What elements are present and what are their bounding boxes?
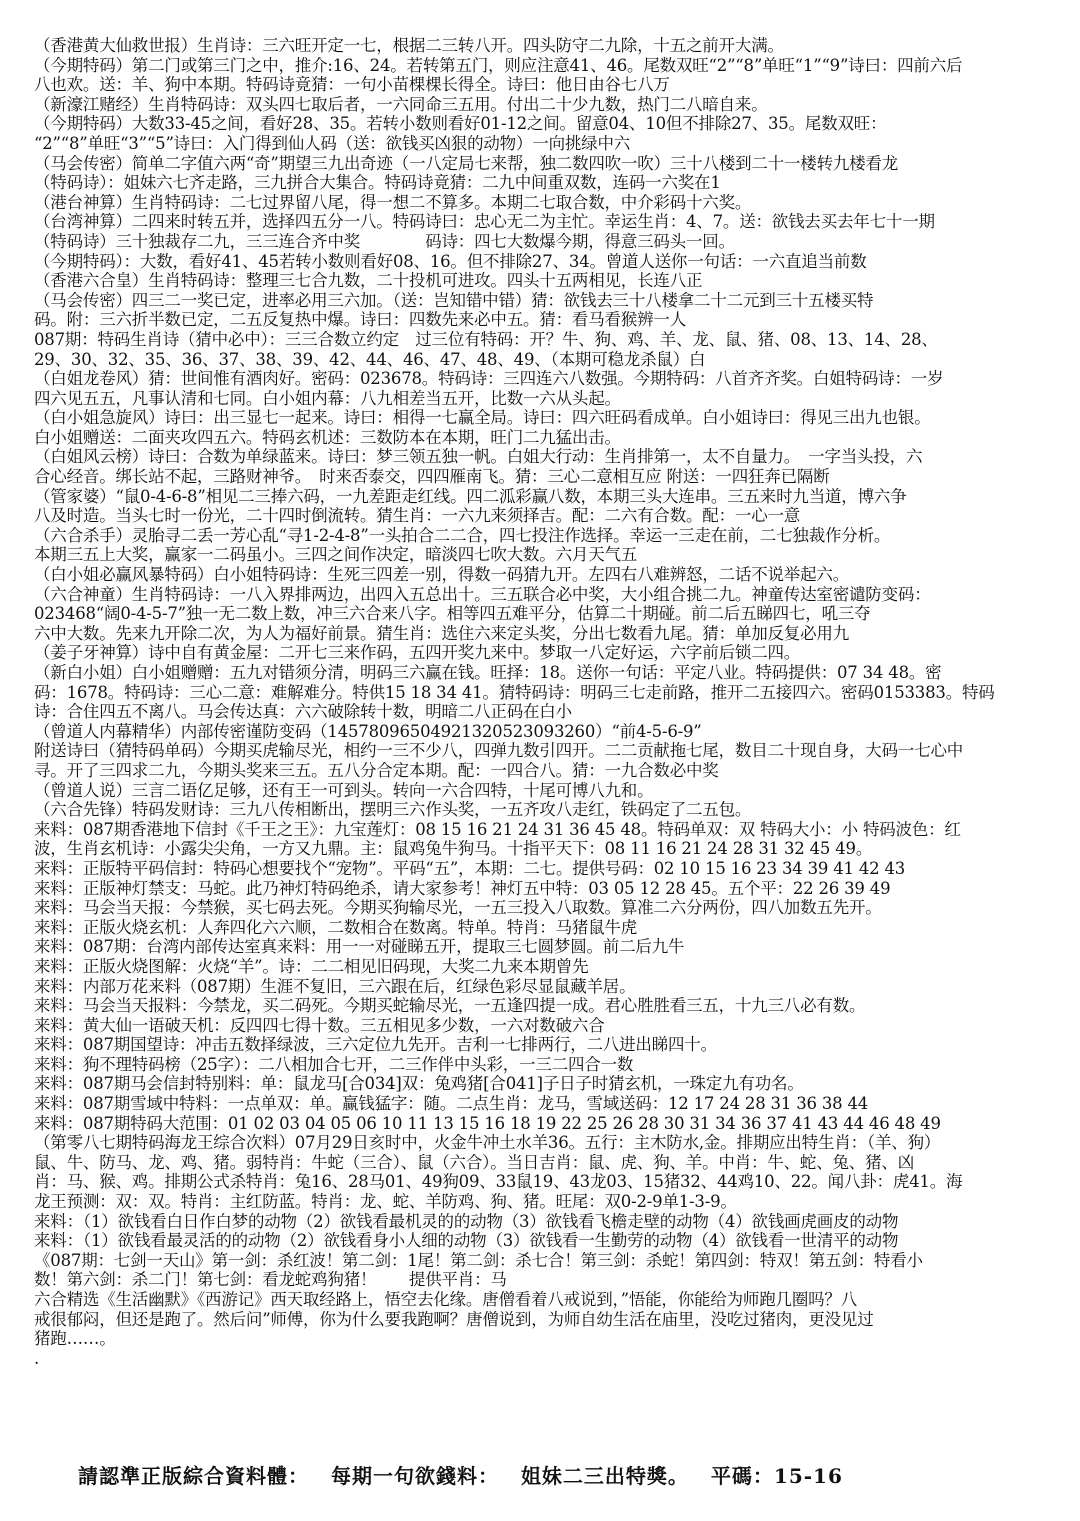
text-line: （马会传密）四三二一奖已定，进率必用三六加。（送：岂知错中错）猜：欲钱去三十八楼拿二十二元到三十五楼买特 bbox=[34, 290, 874, 310]
text-line: 来料：087期马会信封特别料：单：鼠龙马[合034]双：兔鸡猪[合041]子日子时猜玄机，一珠定九有功名。 bbox=[34, 1074, 804, 1094]
text-line: （台湾神算）二四来时转五并，选择四五分一八。特码诗曰：忠心无二为主忙。幸运生肖：4、7。送：欲钱去买去年七十一期 bbox=[34, 212, 935, 232]
text-line: （第零八七期特码海龙王综合次料）07月29日亥时中，火金牛冲土水羊36。五行：主木防水,金。排期应出特生肖：（羊、狗） bbox=[34, 1133, 941, 1153]
text-line: （香港黄大仙救世报）生肖诗：三六旺开定一七，根据二三转八开。四头防守二九除，十五之前开大满。 bbox=[34, 36, 784, 55]
footer-part-1: 請認準正版綜合資料體： bbox=[78, 1464, 309, 1488]
text-line: 来料：（1）欲钱看最灵活的的动物（2）欲钱看身小人细的动物（3）欲钱看一生勤劳的动物（4）欲钱看一世清平的动物 bbox=[34, 1231, 899, 1251]
text-line: 八也欢。送：羊、狗中本期。特码诗竟猜：一句小苗棵棵长得全。诗曰：他日由谷七八万 bbox=[34, 75, 670, 95]
text-line: 鼠、牛、防马、龙、鸡、猪。弱特肖：牛蛇（三合）、鼠（六合）。当日吉肖：鼠、虎、狗、羊。中肖：牛、蛇、兔、猪、凶 bbox=[34, 1152, 915, 1172]
text-line: 来料：087期特码大范围：01 02 03 04 05 06 10 11 13 15 16 18 19 22 25 26 28 30 31 34 36 37 41 43 44 46 48 49 bbox=[34, 1113, 941, 1133]
text-line: （香港六合皇）生肖特码诗：整理三七合九数，二十投机可进攻。四头十五两相见，长连八正 bbox=[34, 271, 703, 291]
text-line: 八及时造。当头七时一份光，二十四时倒流转。猜生肖：一六九来须择吉。配：二六有合数。配：一心一意 bbox=[34, 506, 801, 526]
text-line: 白小姐赠送：二面夹攻四五六。特码玄机述：三数防本在本期，旺门二九猛出击。 bbox=[34, 427, 621, 447]
text-line: （今期特码）第二门或第三门之中，推介:16、24。若转第五门，则应注意41、46。尾数双旺“2”“8”单旺“1”“9”诗曰：四前六后 bbox=[34, 55, 963, 75]
text-line: 诗：合住四五不离八。马会传达真：六六破除转十数，明暗二八正码在白小 bbox=[34, 702, 572, 722]
text-line: （白小姐必赢风暴特码）白小姐特码诗：生死三四差一别，得数一码猜九开。左四右八难辨怒，二话不说举起六。 bbox=[34, 565, 850, 585]
text-line: 来料：（1）欲钱看白日作白梦的动物（2）欲钱看最机灵的的动物（3）欲钱看飞檐走壁的动物（4）欲钱画虎画皮的动物 bbox=[34, 1211, 899, 1231]
text-line: 来料：087期：台湾内部传达室真来料：用一一对碰睇五开，提取三七圆梦圆。前二后九牛 bbox=[34, 937, 685, 957]
text-line: （白姐风云榜）诗曰：合数为单绿蓝来。诗曰：梦三领五独一帆。白姐大行动：生肖排第一，太不自量力。 一字当头投，六 bbox=[34, 447, 923, 467]
text-line: （姜子牙神算）诗中自有黄金屋：二开七三来作码，五四开奖九来中。梦取一八定好运，六字前后锁二四。 bbox=[34, 643, 801, 663]
footer-part-3: 姐妹二三出特獎。 bbox=[520, 1464, 689, 1488]
text-line: （六合先锋）特码发财诗：三九八传相断出，摆明三六作头奖，一五齐攻八走红，铁码定了二五包。 bbox=[34, 800, 752, 820]
text-line: 数！第六剑：杀二门！第七剑：看龙蛇鸡狗猪！ 提供平肖：马 bbox=[34, 1270, 507, 1290]
text-line: 龙王预测：双：双。特肖：主红防蓝。特肖：龙、蛇、羊防鸡、狗、猪。旺尾：双0-2-9单1-3-9。 bbox=[34, 1192, 737, 1212]
text-line: 本期三五上大奖，赢家一二码虽小。三四之间作决定，暗淡四七吹大数。六月天气五 bbox=[34, 545, 638, 565]
text-line: （六合杀手）灵胎寻二丢一芳心乱“寻1-2-4-8”一头拍合二二合，四七投注作选择。幸运一三走在前，二七独裁作分析。 bbox=[34, 525, 891, 545]
text-line: 来料：正版火烧图解：火烧“羊”。诗：二二相见旧码现，大奖二九来本期曾先 bbox=[34, 956, 589, 976]
text-line: 附送诗曰（猜特码单码）今期买虎输尽光，相约一三不少八，四弹九数引四开。二二贡献拖七尾，数目二十现自身，大码一七心中 bbox=[34, 741, 964, 761]
text-line: 波，生肖玄机诗：小露尖尖角，一方又九鼎。主：鼠鸡兔牛狗马。十指平天下：08 11 16 21 24 28 31 32 45 49。 bbox=[34, 839, 873, 859]
text-line: 码：1678。特码诗：三心二意：难解难分。特供15 18 34 41。猜特码诗：明码三七走前路，推开二五接四六。密码0153383。特码 bbox=[34, 682, 995, 702]
text-line: 来料：087期香港地下信封《千王之王》：九宝莲灯：08 15 16 21 24 31 36 45 48。特码单双：双 特码大小：小 特码波色：红 bbox=[34, 819, 961, 839]
text-line: 《087期：七剑一天山》第一剑：杀红波！第二剑：1尾！第二剑：杀七合！第三剑：杀蛇！第四剑：特双！第五剑：特看小 bbox=[34, 1250, 923, 1270]
text-line: （新濠江赌经）生肖特码诗：双头四七取后者，一六同命三五用。付出二十少九数，热门二八暗自来。 bbox=[34, 94, 768, 114]
text-line: 来料：内部万花来料（087期）生涯不复旧，三六跟在后，红绿色彩尽显鼠藏羊居。 bbox=[34, 976, 636, 996]
text-line: （马会传密）简单二字值六两“奇”期望三九出奇迹（一八定局七来帮，独二数四吹一吹）三十八楼到二十一楼转九楼看龙 bbox=[34, 153, 899, 173]
text-line: （白姐龙卷风）猜：世间惟有酒肉好。密码：023678。特码诗：三四连六八数强。今期特码：八首齐齐奖。白姐特码诗：一岁 bbox=[34, 369, 944, 389]
text-line: 码。附：三六折半数已定，二五反复热中爆。诗曰：四数先来必中五。猜：看马看猴辨一人 bbox=[34, 310, 687, 330]
text-line: 来料：正版特平码信封：特码心想要找个“宠物”。平码“五”，本期：二七。提供号码：02 10 15 16 23 34 39 41 42 43 bbox=[34, 858, 906, 878]
text-line: 29、30、32、35、36、37、38、39、42、44、46、47、48、49、（本期可稳龙杀鼠）白 bbox=[34, 349, 706, 369]
text-line: （今期特码）大数33-45之间，看好28、35。若转小数则看好01-12之间。留意04、10但不排除27、35。尾数双旺： bbox=[34, 114, 887, 134]
text-line: 来料：正版神灯禁支：马蛇。此乃神灯特码绝杀，请大家参考！神灯五中特：03 05 12 28 45。五个平：22 26 39 49 bbox=[34, 878, 891, 898]
text-line: 肖：马、猴、鸡。排期公式杀特肖：兔16、28马01、49狗09、33鼠19、43龙03、15猪32、44鸡10、22。闻八卦：虎41。海 bbox=[34, 1172, 963, 1192]
text-line: 寻。开了三四求二九，今期头奖来三五。五八分合定本期。配：一四合八。猜：一九合数必中奖 bbox=[34, 760, 719, 780]
text-line: 087期：特码生肖诗（猜中必中）：三三合数立约定 过三位有特码：开？牛、狗、鸡、羊、龙、鼠、猪、08、13、14、28、 bbox=[34, 329, 938, 349]
footer-part-2: 每期一句欲錢料： bbox=[330, 1464, 499, 1488]
text-line: 六中大数。先来九开除二次，为人为福好前景。猜生肖：选住六来定头奖，分出七数看九尾。猜：单加反复必用九 bbox=[34, 623, 850, 643]
text-line: （白小姐急旋风）诗曰：出三显七一起来。诗曰：相得一七赢全局。诗曰：四六旺码看成单。白小姐诗曰：得见三出九也银。 bbox=[34, 408, 931, 428]
text-line: （特码诗）三十独裁存二九，三三连合齐中奖 码诗：四七大数爆今期，得意三码头一回。 bbox=[34, 231, 735, 251]
text-line: 四六见五五，凡事认清和七同。白小姐内幕：八九相差当五开，比数一六从头起。 bbox=[34, 388, 621, 408]
footer-banner bbox=[78, 1460, 1018, 1489]
text-line: （港台神算）生肖特码诗：二七过界留八尾，得一想二不算多。本期二七取合数，中介彩码十六奖。 bbox=[34, 192, 752, 212]
text-line: 来料：087期雪域中特料：一点单双：单。赢钱猛字：随。二点生肖：龙马，雪域送码：12 17 24 28 31 36 38 44 bbox=[34, 1094, 869, 1114]
text-line: （六合神童）生肖特码诗：一八入界排两边，出四入五总出十。三五联合必中奖，大小组合挑二九。神童传达室密谴防变码： bbox=[34, 584, 931, 604]
text-line: 来料：狗不理特码榜（25字）：二八相加合七开，二三作伴中头彩，一三二四合一数 bbox=[34, 1054, 634, 1074]
text-line: 戒很郁闷，但还是跑了。然后问”师傅，你为什么要我跑啊？唐僧说到，为师自幼生活在庙里，没吃过猪肉，更没见过 bbox=[34, 1309, 874, 1329]
text-line: 猪跑……。 bbox=[34, 1329, 116, 1349]
text-line: 来料：正版火烧玄机：人奔四化六六顺，二数相合在数离。特单。特肖：马猪鼠牛虎 bbox=[34, 917, 638, 937]
text-line: “2”“8”单旺“3”“5”诗曰：入门得到仙人码（送：欲钱买凶狠的动物）一向挑绿中六 bbox=[34, 133, 631, 153]
text-line: 023468“阔0-4-5-7”独一无二数上数，冲三六合来八字。相等四五难平分，估算二十期碰。前二后五睇四七，吼三夺 bbox=[34, 604, 871, 624]
text-line: （今期特码）：大数，看好41、45若转小数则看好08、16。但不排除27、34。曾道人送你一句话：一六直追当前数 bbox=[34, 251, 867, 271]
text-line: 合心经音。绑长站不起，三路财神爷。 时来否泰交，四四雁南飞。猜：三心二意相互应 附送：一四狂奔已隔断 bbox=[34, 467, 830, 487]
text-line: （新白小姐）白小姐赠赠：五九对错须分清，明码三六赢在钱。旺择：18。送你一句话：平定八业。特码提供：07 34 48。密 bbox=[34, 663, 942, 682]
text-line: （管家婆）“鼠0-4-6-8”相见二三捧六码，一九差距走红线。四二泒彩赢八数，本期三头大连串。三五来时九当道，博六争 bbox=[34, 486, 907, 506]
text-line: . bbox=[34, 1348, 40, 1368]
body-text bbox=[34, 36, 1054, 1368]
text-line: 来料：087期国望诗：冲击五数择绿波，三六定位九先开。吉利一七排两行，二八进出睇四十。 bbox=[34, 1035, 717, 1055]
text-line: （曾道人内幕精华）内部传密谨防变码（14578096504921320523093260）“前4-5-6-9” bbox=[34, 721, 702, 741]
text-line: 六合精选《生活幽默》《西游记》西天取经路上，悟空去化缘。唐僧看着八戒说到，”悟能，你能给为师跑几圈吗？八 bbox=[34, 1290, 858, 1309]
text-line: 来料：马会当天报：今禁猴，买七码去死。今期买狗输尽光，一五三投入八取数。算准二六分两份，四八加数五先开。 bbox=[34, 898, 882, 918]
text-line: 来料：马会当天报料：今禁龙，买二码死。今期买蛇输尽光，一五逢四提一成。君心胜胜看三五，十九三八必有数。 bbox=[34, 996, 866, 1016]
text-line: 来料：黄大仙一语破天机：反四四七得十数。三五相见多少数，一六对数破六合 bbox=[34, 1015, 605, 1035]
text-line: （曾道人说）三言二语亿足够，还有王一可到头。转向一六合四特，十尾可博八九和。 bbox=[34, 780, 654, 800]
footer-part-4: 平碼：15-16 bbox=[710, 1464, 843, 1488]
text-line: （特码诗）：姐妹六七齐走路，三九拼合大集合。特码诗竟猜：二九中间重双数，连码一六奖在1 bbox=[34, 173, 721, 193]
